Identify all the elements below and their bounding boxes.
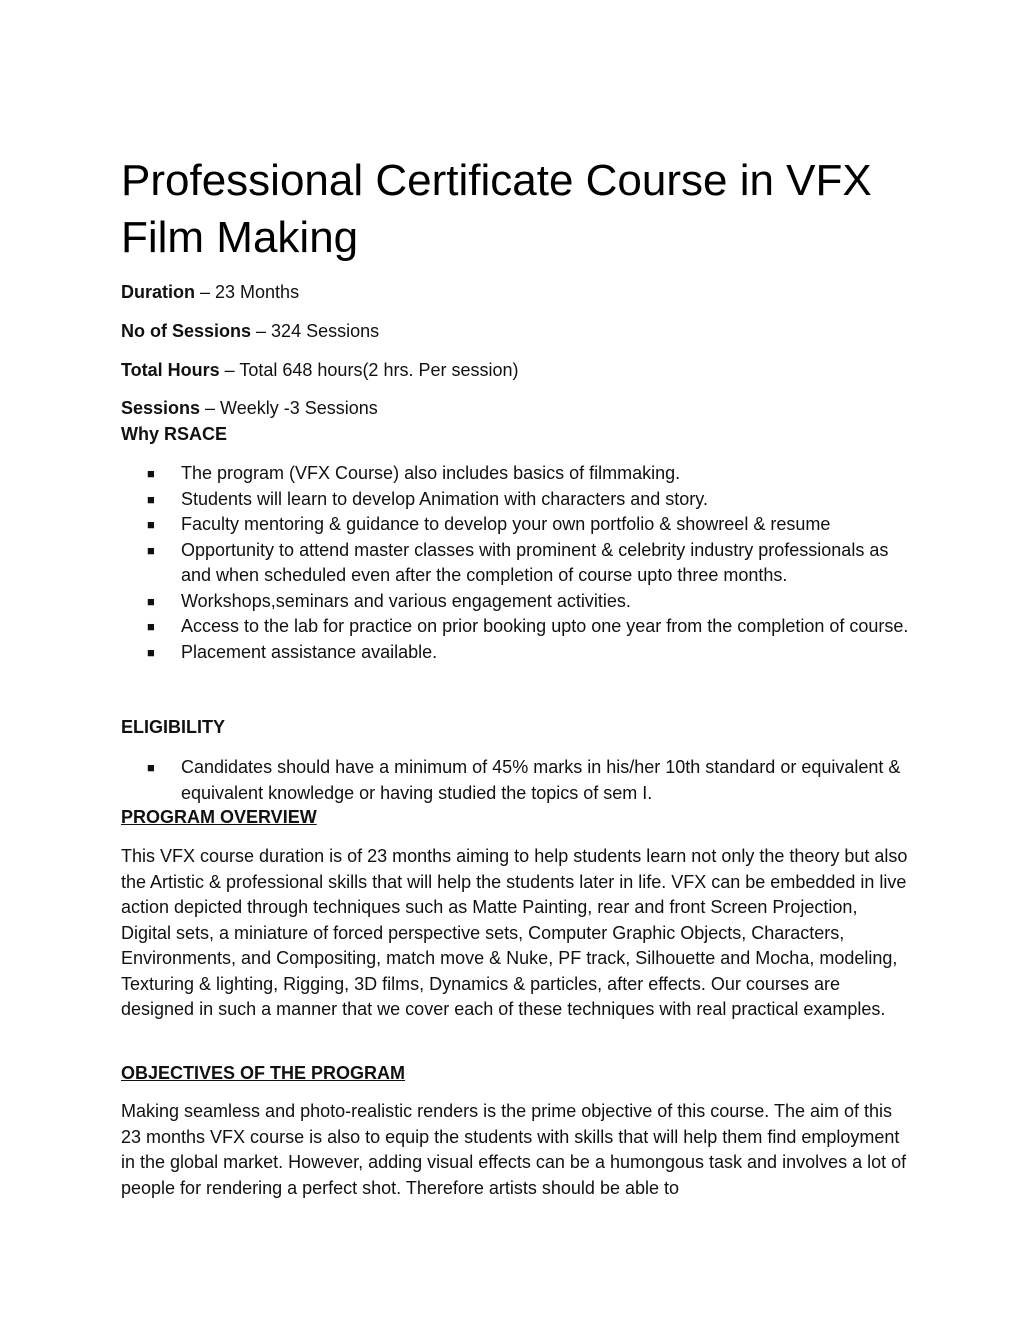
total-hours-line	[121, 358, 519, 383]
eligibility-heading: ELIGIBILITY	[121, 717, 226, 737]
list-item	[121, 640, 921, 666]
list-item-text: Candidates should have a minimum of 45% marks in his/her 10th standard or equivalent & equivalent knowledge or having studied the topics of sem I.	[181, 757, 901, 803]
why-list	[121, 461, 921, 665]
sessions-frequency-label: Sessions	[121, 398, 201, 418]
bullet-icon: ■	[147, 542, 155, 558]
bullet-icon: ■	[147, 491, 155, 507]
sessions-frequency-line	[121, 396, 378, 421]
list-item-text: Access to the lab for practice on prior booking upto one year from the completion of course.	[181, 616, 909, 636]
list-item-text: The program (VFX Course) also includes basics of filmmaking.	[181, 463, 681, 483]
list-item-text: Students will learn to develop Animation with characters and story.	[181, 488, 708, 509]
list-item	[121, 487, 921, 513]
objectives-text: Making seamless and photo-realistic renders is the prime objective of this course. The aim of this 23 months VFX course is also to equip the students with skills that will help them find employment in the global market. However, adding visual effects can be a humongous task and involves a lot of people for rendering a perfect shot. Therefore artists should be able to	[121, 1101, 907, 1198]
sessions-count-label: No of Sessions	[121, 321, 252, 341]
list-item	[121, 755, 921, 806]
list-item	[121, 614, 921, 640]
program-overview-heading: PROGRAM OVERVIEW	[121, 807, 317, 827]
bullet-icon: ■	[147, 593, 155, 609]
list-item	[121, 538, 921, 589]
total-hours-label: Total Hours	[121, 360, 220, 380]
sessions-count-value: – 324 Sessions	[251, 321, 380, 341]
duration-line	[121, 280, 299, 305]
bullet-icon: ■	[147, 644, 155, 660]
bullet-icon: ■	[147, 760, 155, 775]
objectives-heading: OBJECTIVES OF THE PROGRAM	[121, 1063, 406, 1083]
list-item-text: Opportunity to attend master classes with prominent & celebrity industry professionals as and when scheduled even after the completion of course upto three months.	[181, 539, 889, 585]
duration-value: – 23 Months	[195, 282, 300, 302]
list-item-text: Workshops,seminars and various engagement activities.	[181, 590, 631, 611]
list-item-text: Placement assistance available.	[181, 641, 438, 662]
total-hours-value: – Total 648 hours(2 hrs. Per session)	[219, 360, 519, 380]
bullet-icon: ■	[147, 466, 155, 481]
bullet-icon: ■	[147, 619, 155, 634]
list-item-text: Faculty mentoring & guidance to develop your own portfolio & showreel & resume	[181, 514, 831, 534]
why-heading: Why RSACE	[121, 424, 228, 444]
list-item	[121, 461, 921, 487]
list-item	[121, 512, 921, 538]
bullet-icon: ■	[147, 517, 155, 532]
eligibility-list	[121, 755, 921, 806]
program-overview-text: This VFX course duration is of 23 months aiming to help students learn not only the theory but also the Artistic & professional skills that will help the students later in life. VFX can be embedded in live action depicted through techniques such as Matte Painting, rear and front Screen Projection, Digital sets, a miniature of forced perspective sets, Computer Graphic Objects, Characters, Environments, and Compositing, match move & Nuke, PF track, Silhouette and Mocha, modeling, Texturing & lighting, Rigging, 3D films, Dynamics & particles, after effects. Our courses are designed in such a manner that we cover each of these techniques with real practical examples.	[121, 846, 908, 1019]
page-title: Professional Certificate Course in VFX Film Making	[121, 156, 872, 262]
list-item	[121, 589, 921, 615]
sessions-count-line	[121, 319, 379, 344]
sessions-frequency-value: – Weekly -3 Sessions	[200, 398, 378, 418]
duration-label: Duration	[121, 282, 195, 302]
